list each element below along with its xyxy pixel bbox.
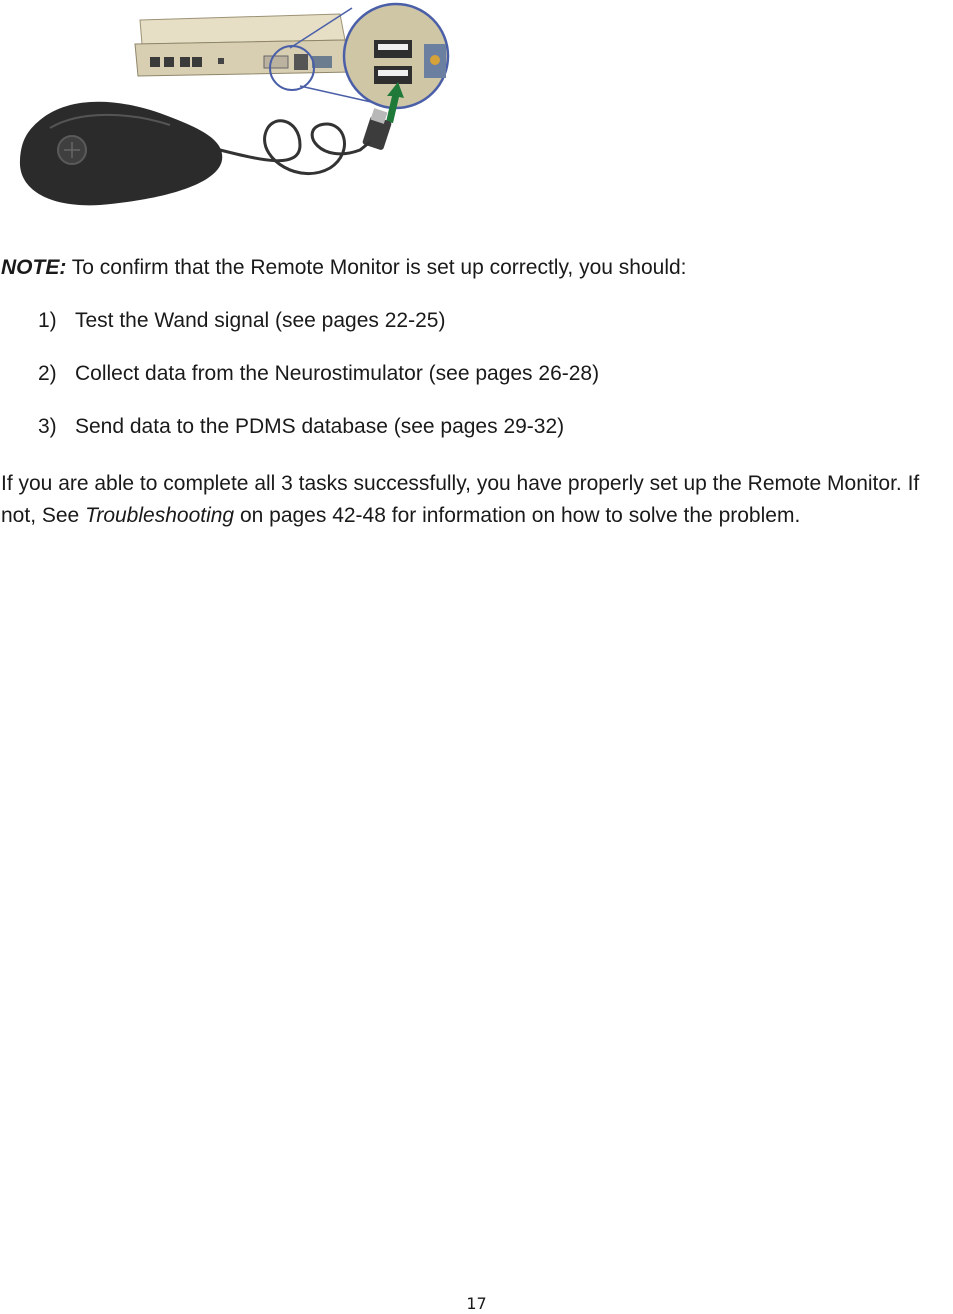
wand-device [20, 102, 222, 206]
step-number: 2) [38, 362, 57, 385]
list-item [38, 307, 599, 360]
note-line [1, 254, 687, 282]
step-text: Collect data from the Neurostimulator (see pages 26-28) [75, 362, 600, 385]
steps-list [38, 307, 599, 466]
laptop-image [135, 14, 352, 76]
step-text: Test the Wand signal (see pages 22-25) [75, 309, 446, 332]
paragraph-text-after: on pages 42-48 for information on how to solve the problem. [234, 504, 801, 527]
step-number: 1) [38, 309, 57, 332]
list-item [38, 360, 599, 413]
laptop-wand-illustration [0, 0, 470, 215]
list-item [38, 413, 599, 466]
paragraph-text-before: If you are able to complete all 3 tasks successfully, you have properly set up the Remote Monitor. If not, See [1, 472, 920, 527]
result-paragraph [1, 468, 953, 532]
note-label: NOTE: [1, 256, 67, 279]
usb-cable [220, 121, 370, 174]
step-text: Send data to the PDMS database (see pages 29-32) [75, 415, 565, 438]
troubleshooting-reference: Troubleshooting [85, 504, 235, 527]
usb-connection-diagram [0, 0, 470, 215]
step-number: 3) [38, 415, 57, 438]
note-text: To confirm that the Remote Monitor is set up correctly, you should: [66, 256, 687, 279]
page-number: 17 [466, 1294, 487, 1313]
